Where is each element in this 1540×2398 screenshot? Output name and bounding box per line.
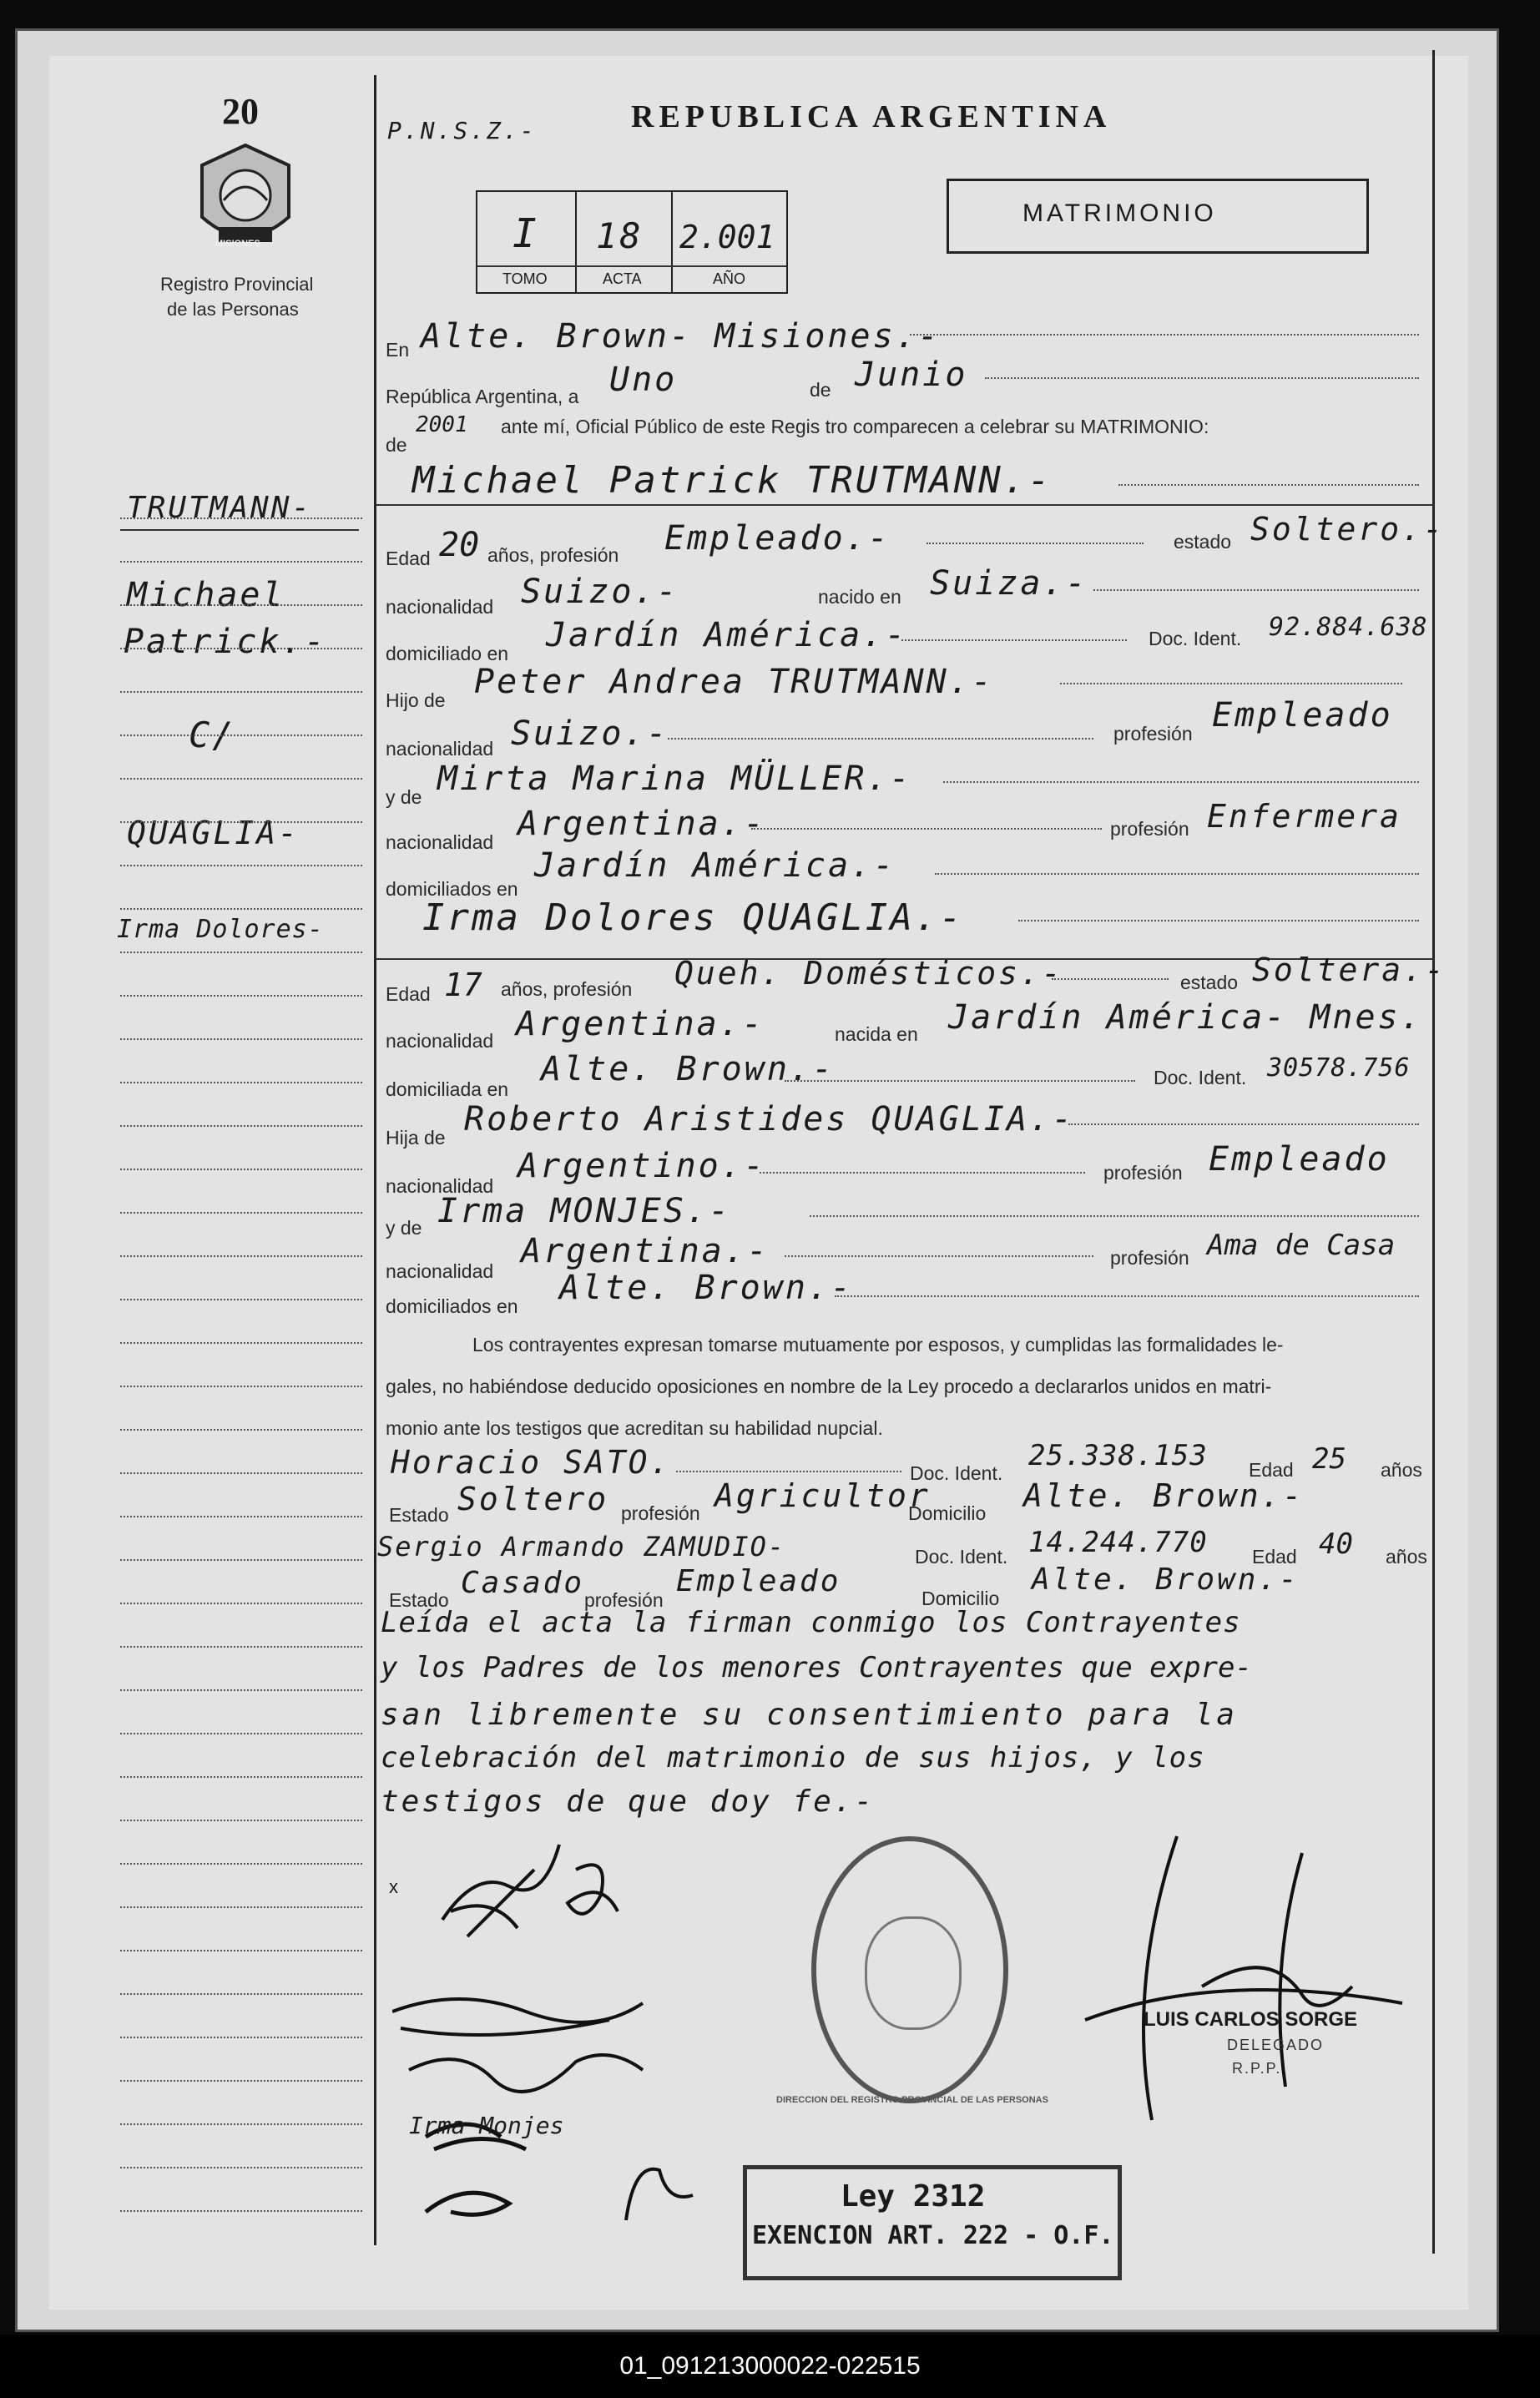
groom-mother-rule [943, 781, 1419, 783]
groom-mother-prof-label: profesión [1110, 818, 1189, 840]
file-id-footer [0, 2335, 1540, 2398]
country-title: REPUBLICA ARGENTINA [631, 99, 1112, 134]
groom-father-nat-label: nacionalidad [386, 738, 494, 760]
margin-ruled-line [120, 1082, 362, 1083]
witness-2-estado-label: Estado [389, 1589, 449, 1611]
bride-mother-nat-rule [785, 1255, 1093, 1257]
signature-mark: x [389, 1876, 398, 1897]
margin-ruled-line [120, 1559, 362, 1561]
bride-nacida-label: nacida en [835, 1023, 918, 1045]
law-line-2: EXENCION ART. 222 - O.F. [752, 2221, 1114, 2250]
declaration-line-3: monio ante los testigos que acreditan su habilidad nupcial. [386, 1417, 883, 1439]
witness-2-name: Sergio Armando ZAMUDIO- [377, 1531, 786, 1562]
round-seal-crest [865, 1916, 962, 2030]
groom-estado-label: estado [1174, 531, 1232, 553]
groom-father: Peter Andrea TRUTMANN.- [474, 663, 994, 701]
groom-father-prof-label: profesión [1113, 723, 1193, 745]
groom-father-nat-rule [668, 738, 1093, 740]
bride-age: 17 [444, 967, 482, 1003]
closing-line-5: testigos de que doy fe.- [381, 1785, 876, 1819]
witness-1-domicile: Alte. Brown.- [1023, 1477, 1305, 1514]
top-note: P.N.S.Z.- [387, 117, 537, 144]
page-number: 20 [222, 91, 259, 132]
witness-1-edad-label: Edad [1249, 1459, 1294, 1481]
groom-mother-profession: Enfermera [1207, 798, 1401, 835]
margin-ruled-line [120, 952, 362, 953]
round-seal [811, 1836, 1008, 2103]
official-name: LUIS CARLOS SORGE [1144, 2008, 1358, 2031]
margin-ruled-line [120, 561, 362, 563]
margin-ruled-line [120, 778, 362, 780]
tomo-acta-ano-box [476, 190, 788, 294]
place-rule [910, 334, 1419, 336]
groom-mother-nationality: Argentina.- [518, 805, 766, 843]
bride-father-profession: Empleado [1209, 1140, 1390, 1179]
groom-age: 20 [439, 526, 480, 564]
margin-surname-groom: TRUTMANN- [127, 491, 313, 525]
groom-birthplace: Suiza.- [930, 564, 1088, 603]
margin-ruled-line [120, 2210, 362, 2212]
seal-label: MISIONES [215, 239, 260, 249]
bride-father-nat-label: nacionalidad [386, 1175, 494, 1197]
witness-1-age: 25 [1312, 1442, 1346, 1476]
bride-nat-label: nacionalidad [386, 1030, 494, 1052]
act-type-box [947, 179, 1369, 254]
margin-given-bride: Irma Dolores- [117, 915, 324, 944]
file-id: 01_091213000022-022515 [619, 2352, 921, 2380]
margin-ruled-line [120, 517, 362, 519]
witness-1-doc-label: Doc. Ident. [910, 1462, 1003, 1484]
witness-1-doc: 25.338.153 [1028, 1439, 1208, 1472]
witness-1-name-rule [676, 1471, 901, 1472]
bride-yde-label: y de [386, 1217, 422, 1239]
acta-label: ACTA [603, 270, 642, 287]
bride-nationality: Argentina.- [516, 1005, 765, 1043]
month-rule [985, 377, 1419, 379]
groom-mother-nat-rule [751, 828, 1102, 830]
witness-2-anos-label: años [1386, 1546, 1427, 1568]
groom-name: Michael Patrick TRUTMANN.- [412, 459, 1053, 502]
margin-ruled-line [120, 604, 362, 606]
de-label: de [810, 379, 831, 401]
official-signature-icon [1052, 1820, 1444, 2137]
bride-mother-nat-label: nacionalidad [386, 1260, 494, 1282]
bride-doms-label: domiciliados en [386, 1295, 518, 1317]
margin-ruled-line [120, 1516, 362, 1517]
groom-parents-domicile: Jardín América.- [534, 846, 896, 885]
bride-profession: Queh. Domésticos.- [674, 955, 1063, 992]
margin-ruled-line [120, 1342, 362, 1344]
groom-doc: 92.884.638 [1269, 613, 1428, 642]
groom-father-rule [1060, 683, 1402, 684]
groom-mother-nat-label: nacionalidad [386, 831, 494, 853]
groom-nat-label: nacionalidad [386, 596, 494, 618]
bride-status: Soltera.- [1252, 952, 1447, 988]
act-type: MATRIMONIO [1022, 199, 1217, 227]
margin-ruled-line [120, 2167, 362, 2168]
registry-line-2: de las Personas [167, 299, 299, 320]
margin-ruled-line [120, 2123, 362, 2125]
groom-father-nationality: Suizo.- [511, 714, 669, 753]
signature-irma: Irma Monjes [409, 2112, 564, 2139]
witness-2-profession: Empleado [676, 1564, 841, 1598]
witness-2-status: Casado [461, 1566, 585, 1600]
tomo-label: TOMO [502, 270, 548, 287]
bride-father-prof-label: profesión [1103, 1162, 1183, 1184]
bride-mother-profession: Ama de Casa [1207, 1229, 1396, 1262]
margin-ruled-line [120, 1299, 362, 1300]
witness-2-age: 40 [1319, 1527, 1353, 1561]
groom-profession: Empleado.- [664, 519, 891, 558]
bride-mother-prof-label: profesión [1110, 1247, 1189, 1269]
witness-1-name: Horacio SATO. [391, 1444, 672, 1481]
bride-mother-nationality: Argentina.- [521, 1232, 770, 1270]
acta-divider [671, 192, 673, 292]
bride-parents-dom-rule [835, 1295, 1419, 1297]
witness-2-edad-label: Edad [1252, 1546, 1297, 1568]
day: Uno [609, 361, 678, 399]
bride-mother: Irma MONJES.- [437, 1192, 732, 1230]
margin-ruled-line [120, 1125, 362, 1127]
groom-yde-label: y de [386, 786, 422, 808]
margin-ruled-line [120, 648, 362, 649]
groom-mother: Mirta Marina MÜLLER.- [437, 760, 912, 798]
declaration-line-2: gales, no habiéndose deducido oposiciones en nombre de la Ley procedo a declararlos unidos en matri- [386, 1376, 1272, 1397]
margin-ruled-line [120, 1646, 362, 1648]
bride-estado-label: estado [1180, 972, 1239, 993]
bride-father-nationality: Argentino.- [518, 1147, 766, 1185]
groom-doms-label: domiciliados en [386, 878, 518, 900]
bride-name-rule [1018, 920, 1419, 921]
margin-ruled-line [120, 1386, 362, 1387]
bride-prof-rule [1052, 978, 1169, 980]
tomo-divider [575, 192, 577, 292]
ano-label: AÑO [713, 270, 746, 287]
registry-line-1: Registro Provincial [160, 274, 314, 295]
margin-given-groom-2: Patrick.- [124, 623, 327, 661]
acta-value: 18 [596, 215, 644, 256]
witness-2-doc: 14.244.770 [1028, 1526, 1208, 1559]
official-office: R.P.P. [1232, 2060, 1282, 2077]
margin-rule [374, 75, 376, 2245]
margin-ruled-line [120, 691, 362, 693]
groom-domicile: Jardín América.- [546, 616, 908, 654]
margin-ruled-line [120, 1472, 362, 1474]
bride-dom-rule [785, 1080, 1135, 1082]
en-label: En [386, 339, 410, 361]
margin-ruled-line [120, 1255, 362, 1257]
margin-ruled-line [120, 1733, 362, 1734]
law-stamp [743, 2165, 1122, 2280]
margin-ruled-line [120, 995, 362, 997]
bride-edad-label: Edad [386, 983, 431, 1005]
groom-anos-prof-label: años, profesión [487, 544, 619, 566]
witness-2-doc-label: Doc. Ident. [915, 1546, 1008, 1568]
groom-nacido-label: nacido en [818, 586, 901, 608]
bride-father: Roberto Aristides QUAGLIA.- [464, 1100, 1075, 1138]
bride-parents-domicile: Alte. Brown.- [559, 1269, 854, 1307]
closing-line-1: Leída el acta la firman conmigo los Contrayentes [381, 1606, 1241, 1639]
label-divider [477, 265, 786, 267]
year-prefix: de [386, 434, 407, 456]
margin-ruled-line [120, 1906, 362, 1908]
margin-ruled-line [120, 1863, 362, 1865]
margin-ruled-line [120, 1820, 362, 1821]
law-line-1: Ley 2312 [841, 2179, 986, 2214]
groom-hijo-label: Hijo de [386, 689, 446, 711]
witness-2-dom-label: Domicilio [921, 1588, 1000, 1609]
year: 2001 [416, 412, 468, 437]
bride-doc: 30578.756 [1267, 1053, 1411, 1083]
groom-dom-label: domiciliado en [386, 643, 509, 664]
groom-prof-rule [927, 543, 1144, 544]
witness-1-estado-label: Estado [389, 1504, 449, 1526]
closing-line-3: san libremente su consentimiento para la [381, 1698, 1238, 1732]
closing-line-2: y los Padres de los menores Contrayentes que expre- [381, 1651, 1252, 1684]
bride-mother-rule [810, 1215, 1419, 1217]
groom-parents-dom-rule [935, 873, 1419, 875]
margin-ruled-line [120, 2080, 362, 2082]
closing-line-4: celebración del matrimonio de sus hijos, y los [381, 1741, 1205, 1775]
bride-father-nat-rule [760, 1172, 1085, 1174]
margin-ruled-line [120, 1776, 362, 1778]
official-title: DELEGADO [1227, 2037, 1325, 2053]
groom-name-rule [1118, 484, 1419, 486]
bride-anos-prof-label: años, profesión [501, 978, 633, 1000]
rep-label: República Argentina, a [386, 386, 579, 407]
bride-domicile: Alte. Brown.- [541, 1050, 836, 1088]
margin-ruled-line [120, 1603, 362, 1604]
groom-doc-label: Doc. Ident. [1149, 628, 1242, 649]
margin-ruled-line [120, 735, 362, 736]
bride-name: Irma Dolores QUAGLIA.- [422, 896, 964, 939]
margin-ruled-line [120, 1212, 362, 1214]
tomo-value: I [512, 210, 539, 257]
ano-value: 2.001 [679, 219, 775, 255]
margin-ruled-line [120, 821, 362, 823]
margin-ruled-line [120, 1950, 362, 1951]
groom-section-rule [376, 504, 1434, 506]
round-seal-text: DIRECCION DEL REGISTRO PROVINCIAL DE LAS PERSONAS [776, 2095, 1048, 2105]
place: Alte. Brown- Misiones.- [421, 317, 941, 356]
groom-nationality: Suizo.- [521, 573, 679, 611]
margin-ruled-line [120, 1993, 362, 1995]
margin-conj: C/ [189, 714, 236, 755]
month: Junio [855, 356, 968, 394]
witness-1-anos-label: años [1381, 1459, 1422, 1481]
groom-dom-rule [901, 639, 1127, 641]
witness-1-profession: Agricultor [714, 1477, 931, 1514]
margin-surname-bride: QUAGLIA- [127, 815, 300, 851]
margin-ruled-line [120, 2037, 362, 2038]
margin-groom-rule [120, 529, 359, 531]
margin-ruled-line [120, 1689, 362, 1691]
signatures-left-icon [392, 1820, 676, 2153]
declaration-line-1: Los contrayentes expresan tomarse mutuamente por esposos, y cumplidas las formalidades le- [472, 1334, 1284, 1356]
groom-edad-label: Edad [386, 548, 431, 569]
bride-hija-label: Hija de [386, 1127, 446, 1149]
margin-ruled-line [120, 1038, 362, 1040]
margin-ruled-line [120, 908, 362, 910]
margin-ruled-line [120, 1169, 362, 1170]
bride-father-rule [1068, 1123, 1419, 1125]
bride-doc-label: Doc. Ident. [1154, 1067, 1247, 1088]
bride-birthplace: Jardín América- Mnes. [948, 998, 1423, 1037]
margin-ruled-line [120, 1429, 362, 1431]
witness-2-domicile: Alte. Brown.- [1032, 1562, 1300, 1597]
margin-given-groom-1: Michael [127, 576, 285, 614]
witness-1-status: Soltero [457, 1481, 609, 1517]
groom-birth-rule [1093, 589, 1419, 591]
intro-text: ante mí, Oficial Público de este Regis tro comparecen a celebrar su MATRIMONIO: [501, 416, 1209, 437]
bride-dom-label: domiciliada en [386, 1078, 509, 1100]
witness-1-dom-label: Domicilio [908, 1502, 987, 1524]
groom-father-profession: Empleado [1212, 696, 1393, 735]
margin-ruled-line [120, 865, 362, 866]
signature-bottom-icon [417, 2145, 785, 2229]
witness-2-prof-label: profesión [584, 1589, 664, 1611]
witness-1-prof-label: profesión [621, 1502, 700, 1524]
groom-status: Soltero.- [1250, 511, 1445, 548]
